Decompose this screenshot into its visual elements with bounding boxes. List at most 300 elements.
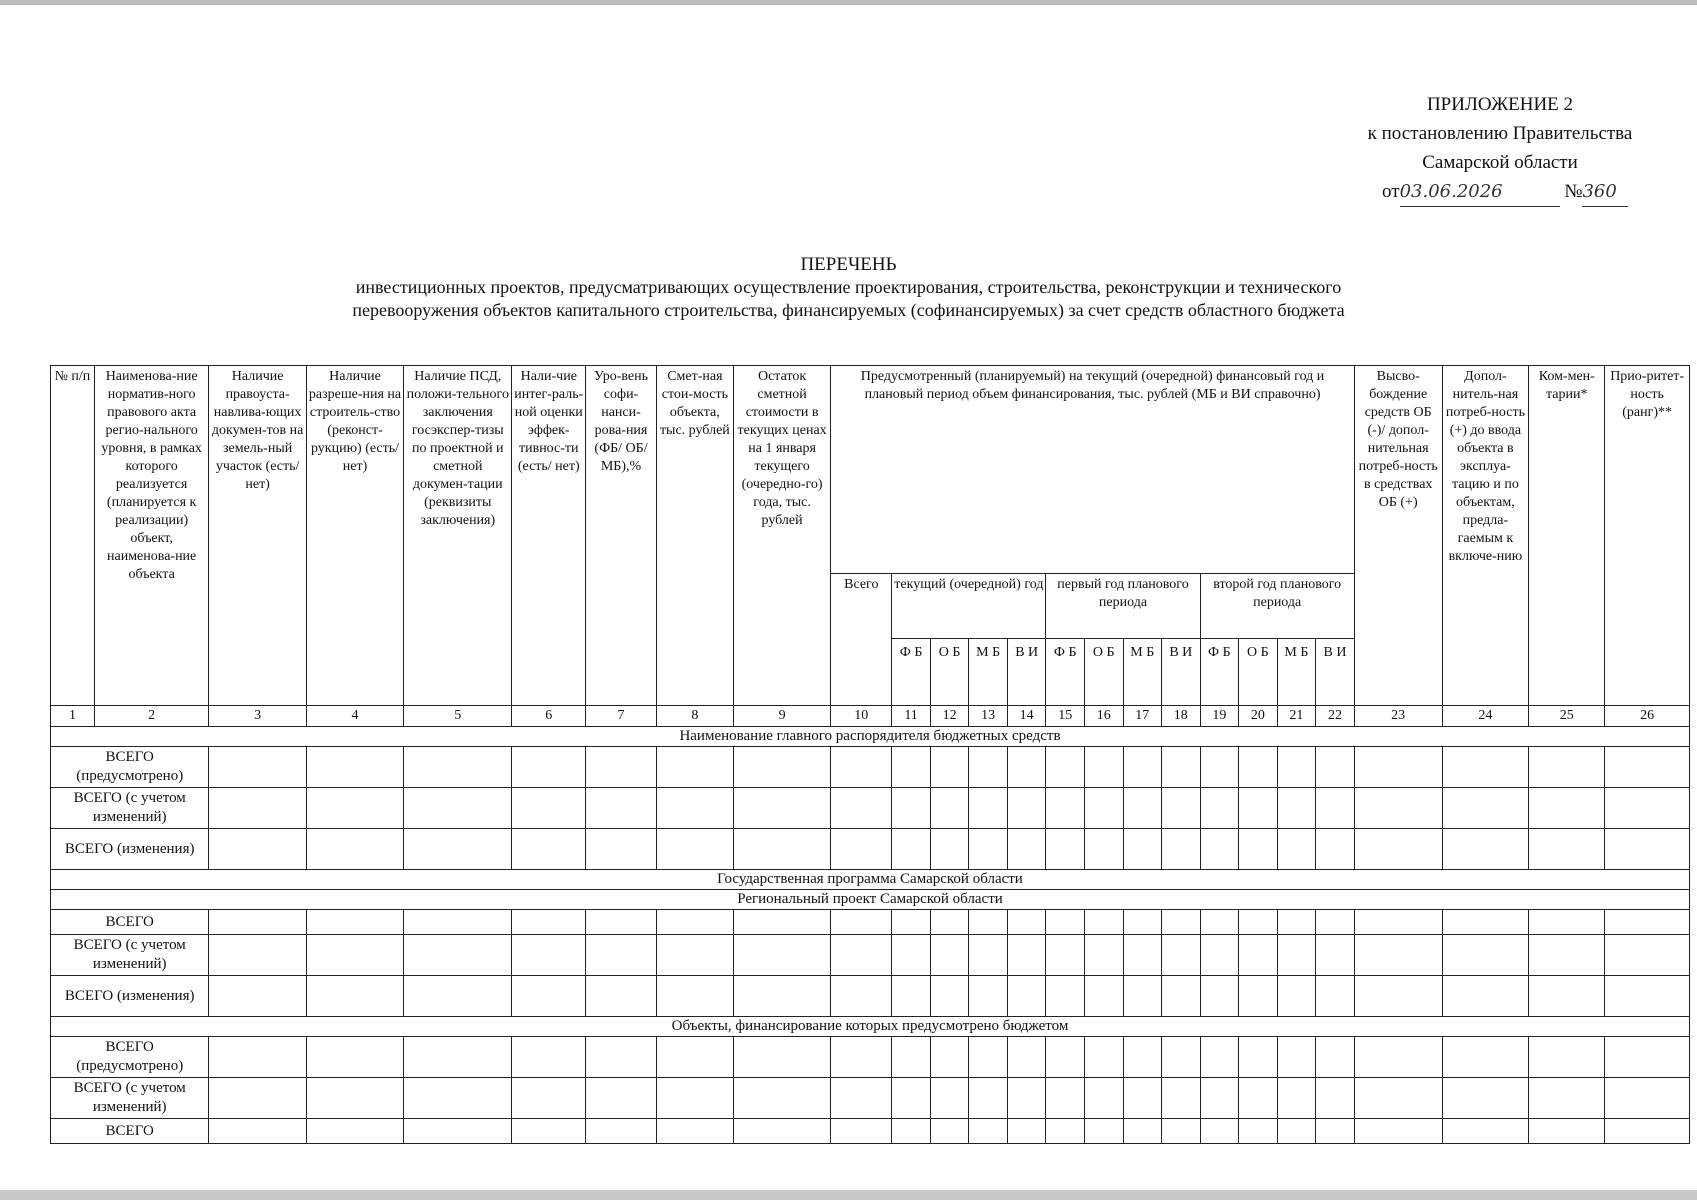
table-cell[interactable] bbox=[1529, 829, 1605, 870]
table-cell[interactable] bbox=[1239, 829, 1278, 870]
table-cell[interactable] bbox=[1316, 747, 1355, 788]
table-cell[interactable] bbox=[1162, 788, 1201, 829]
table-cell[interactable] bbox=[1316, 1119, 1355, 1144]
table-cell[interactable] bbox=[1442, 788, 1529, 829]
table-cell[interactable] bbox=[209, 1078, 306, 1119]
table-cell[interactable] bbox=[1316, 976, 1355, 1017]
date-prefix: от bbox=[1382, 181, 1400, 202]
table-cell[interactable] bbox=[512, 1037, 586, 1078]
table-cell[interactable] bbox=[512, 910, 586, 935]
table-cell[interactable] bbox=[512, 747, 586, 788]
table-cell[interactable] bbox=[1529, 976, 1605, 1017]
table-cell[interactable] bbox=[209, 1037, 306, 1078]
column-number: 8 bbox=[656, 706, 733, 727]
table-cell[interactable] bbox=[1200, 910, 1239, 935]
table-cell[interactable] bbox=[831, 976, 892, 1017]
table-cell[interactable] bbox=[1277, 1119, 1316, 1144]
table-cell[interactable] bbox=[306, 829, 403, 870]
table-cell[interactable] bbox=[1046, 976, 1085, 1017]
table-cell[interactable] bbox=[1084, 935, 1123, 976]
table-cell[interactable] bbox=[1162, 935, 1201, 976]
table-cell[interactable] bbox=[1529, 935, 1605, 976]
table-cell[interactable] bbox=[831, 935, 892, 976]
column-number: 12 bbox=[930, 706, 969, 727]
table-cell[interactable] bbox=[209, 829, 306, 870]
table-cell[interactable] bbox=[1354, 1119, 1442, 1144]
header-num: № п/п bbox=[51, 366, 95, 706]
table-cell[interactable] bbox=[733, 910, 830, 935]
table-cell[interactable] bbox=[306, 976, 403, 1017]
table-cell[interactable] bbox=[1354, 976, 1442, 1017]
table-cell[interactable] bbox=[1046, 1078, 1085, 1119]
table-cell[interactable] bbox=[1007, 829, 1046, 870]
table-cell[interactable] bbox=[1354, 1037, 1442, 1078]
table-cell[interactable] bbox=[1442, 935, 1529, 976]
band-main-manager: Наименование главного распорядителя бюджетных средств bbox=[51, 727, 1690, 747]
header-permit: Наличие разреше-ния на строитель-ство (реконст-рукцию) (есть/нет) bbox=[306, 366, 403, 706]
table-cell[interactable] bbox=[969, 910, 1008, 935]
table-cell[interactable] bbox=[733, 829, 830, 870]
table-cell[interactable] bbox=[930, 976, 969, 1017]
header-current-year: текущий (очередной) год bbox=[892, 574, 1046, 639]
table-cell[interactable] bbox=[831, 1037, 892, 1078]
header-legal-act: Наименова-ние норматив-ного правового акта регио-нального уровня, в рамках которого реализуется (планируется к реализации) объект, наименова-ние объекта bbox=[94, 366, 209, 706]
number-prefix: № bbox=[1564, 181, 1583, 202]
table-cell[interactable] bbox=[733, 1119, 830, 1144]
table-cell[interactable] bbox=[1084, 1119, 1123, 1144]
table-cell[interactable] bbox=[1605, 829, 1690, 870]
table-cell[interactable] bbox=[930, 1078, 969, 1119]
table-cell[interactable] bbox=[892, 747, 931, 788]
table-cell[interactable] bbox=[1442, 1078, 1529, 1119]
table-cell[interactable] bbox=[1277, 747, 1316, 788]
table-cell[interactable] bbox=[892, 1078, 931, 1119]
row-label: ВСЕГО (с учетом изменений) bbox=[51, 1078, 209, 1119]
header-comments: Ком-мен-тарии* bbox=[1529, 366, 1605, 706]
table-cell[interactable] bbox=[733, 1037, 830, 1078]
table-cell[interactable] bbox=[306, 935, 403, 976]
table-cell[interactable] bbox=[1046, 935, 1085, 976]
document-title bbox=[0, 253, 1697, 322]
table-cell[interactable] bbox=[1442, 829, 1529, 870]
table-cell[interactable] bbox=[656, 829, 733, 870]
table-cell[interactable] bbox=[209, 747, 306, 788]
table-cell[interactable] bbox=[404, 1037, 512, 1078]
table-cell[interactable] bbox=[656, 976, 733, 1017]
table-cell[interactable] bbox=[969, 1119, 1008, 1144]
row-label: ВСЕГО (предусмотрено) bbox=[51, 747, 209, 788]
table-cell[interactable] bbox=[512, 976, 586, 1017]
table-cell[interactable] bbox=[1162, 1078, 1201, 1119]
header-vi-1: В И bbox=[1007, 639, 1046, 706]
table-cell[interactable] bbox=[969, 1078, 1008, 1119]
table-cell[interactable] bbox=[656, 1078, 733, 1119]
table-cell[interactable] bbox=[1200, 935, 1239, 976]
table-cell[interactable] bbox=[1123, 1078, 1162, 1119]
table-cell[interactable] bbox=[1046, 747, 1085, 788]
table-cell[interactable] bbox=[1084, 829, 1123, 870]
table-cell[interactable] bbox=[1123, 788, 1162, 829]
table-cell[interactable] bbox=[656, 1119, 733, 1144]
header-first-plan-year: первый год планового периода bbox=[1046, 574, 1200, 639]
table-cell[interactable] bbox=[1162, 829, 1201, 870]
table-cell[interactable] bbox=[586, 1119, 657, 1144]
table-cell[interactable] bbox=[656, 1037, 733, 1078]
header-financing-volume: Предусмотренный (планируемый) на текущий (очередной) финансовый год и плановый период объем финансирования, тыс. рублей (МБ и ВИ справочно) bbox=[831, 366, 1355, 574]
table-cell[interactable] bbox=[586, 976, 657, 1017]
table-cell[interactable] bbox=[1277, 910, 1316, 935]
investment-projects-table bbox=[50, 365, 1690, 1144]
table-cell[interactable] bbox=[892, 788, 931, 829]
table-cell[interactable] bbox=[404, 788, 512, 829]
table-cell[interactable] bbox=[1354, 747, 1442, 788]
table-cell[interactable] bbox=[1605, 747, 1690, 788]
table-cell[interactable] bbox=[1123, 910, 1162, 935]
column-number: 6 bbox=[512, 706, 586, 727]
table-cell[interactable] bbox=[1529, 910, 1605, 935]
table-cell[interactable] bbox=[656, 788, 733, 829]
table-cell[interactable] bbox=[831, 910, 892, 935]
table-cell[interactable] bbox=[1316, 910, 1355, 935]
column-number: 22 bbox=[1316, 706, 1355, 727]
header-mb-2: М Б bbox=[1123, 639, 1162, 706]
column-number: 2 bbox=[94, 706, 209, 727]
table-cell[interactable] bbox=[1529, 1119, 1605, 1144]
table-cell[interactable] bbox=[404, 935, 512, 976]
table-cell[interactable] bbox=[209, 910, 306, 935]
table-row bbox=[51, 910, 1690, 935]
table-cell[interactable] bbox=[1442, 1037, 1529, 1078]
table-cell[interactable] bbox=[656, 747, 733, 788]
table-cell[interactable] bbox=[969, 935, 1008, 976]
table-cell[interactable] bbox=[892, 910, 931, 935]
table-cell[interactable] bbox=[1239, 910, 1278, 935]
annex-date-line bbox=[1330, 177, 1670, 207]
table-cell[interactable] bbox=[1277, 1078, 1316, 1119]
table-cell[interactable] bbox=[831, 788, 892, 829]
table-cell[interactable] bbox=[831, 1078, 892, 1119]
table-cell[interactable] bbox=[1162, 1037, 1201, 1078]
column-number: 18 bbox=[1162, 706, 1201, 727]
table-cell[interactable] bbox=[733, 747, 830, 788]
table-cell[interactable] bbox=[512, 1078, 586, 1119]
column-number: 13 bbox=[969, 706, 1008, 727]
table-cell[interactable] bbox=[930, 935, 969, 976]
table-cell[interactable] bbox=[1084, 1037, 1123, 1078]
band-financed-objects: Объекты, финансирование которых предусмотрено бюджетом bbox=[51, 1017, 1690, 1037]
table-cell[interactable] bbox=[1200, 829, 1239, 870]
header-second-plan-year: второй год планового периода bbox=[1200, 574, 1354, 639]
table-cell[interactable] bbox=[1239, 976, 1278, 1017]
table-cell[interactable] bbox=[1046, 910, 1085, 935]
table-cell[interactable] bbox=[1239, 1037, 1278, 1078]
column-number: 24 bbox=[1442, 706, 1529, 727]
row-label: ВСЕГО (изменения) bbox=[51, 976, 209, 1017]
table-cell[interactable] bbox=[1084, 910, 1123, 935]
annex-subtitle: к постановлению Правительства bbox=[1367, 123, 1633, 144]
table-cell[interactable] bbox=[1605, 935, 1690, 976]
table-row bbox=[51, 1078, 1690, 1119]
table-cell[interactable] bbox=[930, 910, 969, 935]
table-cell[interactable] bbox=[969, 747, 1008, 788]
column-number: 1 bbox=[51, 706, 95, 727]
table-cell[interactable] bbox=[1354, 829, 1442, 870]
header-land-docs: Наличие правоуста-навлива-ющих докумен-тов на земель-ный участок (есть/нет) bbox=[209, 366, 306, 706]
header-ob-2: О Б bbox=[1084, 639, 1123, 706]
table-cell[interactable] bbox=[209, 1119, 306, 1144]
table-cell[interactable] bbox=[1239, 935, 1278, 976]
table-cell[interactable] bbox=[404, 1078, 512, 1119]
header-psd: Наличие ПСД, положи-тельного заключения госэкспер-тизы по проектной и сметной докумен-тации (реквизиты заключения) bbox=[404, 366, 512, 706]
table-cell[interactable] bbox=[1316, 829, 1355, 870]
table-cell[interactable] bbox=[404, 747, 512, 788]
table-cell[interactable] bbox=[1084, 976, 1123, 1017]
table-cell[interactable] bbox=[1123, 976, 1162, 1017]
column-number: 25 bbox=[1529, 706, 1605, 727]
annex-region: Самарской области bbox=[1422, 152, 1578, 173]
table-row bbox=[51, 935, 1690, 976]
table-cell[interactable] bbox=[586, 935, 657, 976]
table-cell[interactable] bbox=[1529, 1037, 1605, 1078]
header-integral-assessment: Нали-чие интег-раль-ной оценки эффек-тивнос-ти (есть/ нет) bbox=[512, 366, 586, 706]
table-cell[interactable] bbox=[1442, 1119, 1529, 1144]
table-cell[interactable] bbox=[733, 976, 830, 1017]
table-cell[interactable] bbox=[306, 1119, 403, 1144]
column-number: 9 bbox=[733, 706, 830, 727]
column-number: 14 bbox=[1007, 706, 1046, 727]
table-cell[interactable] bbox=[1123, 1037, 1162, 1078]
table-cell[interactable] bbox=[1605, 1119, 1690, 1144]
column-number: 20 bbox=[1239, 706, 1278, 727]
table-cell[interactable] bbox=[1200, 1119, 1239, 1144]
table-cell[interactable] bbox=[1123, 1119, 1162, 1144]
handwritten-date: 03.06.2026 bbox=[1400, 177, 1560, 207]
table-cell[interactable] bbox=[1162, 910, 1201, 935]
table-cell[interactable] bbox=[969, 788, 1008, 829]
table-cell[interactable] bbox=[404, 1119, 512, 1144]
column-number: 3 bbox=[209, 706, 306, 727]
table-cell[interactable] bbox=[586, 1078, 657, 1119]
table-cell[interactable] bbox=[733, 935, 830, 976]
table-cell[interactable] bbox=[733, 1078, 830, 1119]
table-cell[interactable] bbox=[1277, 829, 1316, 870]
table-cell[interactable] bbox=[1162, 976, 1201, 1017]
row-label: ВСЕГО (с учетом изменений) bbox=[51, 935, 209, 976]
header-ob-1: О Б bbox=[930, 639, 969, 706]
table-cell[interactable] bbox=[306, 747, 403, 788]
band-regional-project: Региональный проект Самарской области bbox=[51, 890, 1690, 910]
annex-title: ПРИЛОЖЕНИЕ 2 bbox=[1426, 94, 1574, 115]
column-number: 26 bbox=[1605, 706, 1690, 727]
table-row bbox=[51, 788, 1690, 829]
table-cell[interactable] bbox=[306, 1037, 403, 1078]
title-heading: ПЕРЕЧЕНЬ bbox=[800, 254, 897, 275]
row-label: ВСЕГО (с учетом изменений) bbox=[51, 788, 209, 829]
table-row bbox=[51, 747, 1690, 788]
table-cell[interactable] bbox=[1046, 829, 1085, 870]
table-cell[interactable] bbox=[969, 829, 1008, 870]
table-cell[interactable] bbox=[1123, 935, 1162, 976]
table-row bbox=[51, 829, 1690, 870]
header-fb-3: Ф Б bbox=[1200, 639, 1239, 706]
table-cell[interactable] bbox=[1529, 788, 1605, 829]
table-cell[interactable] bbox=[1239, 1119, 1278, 1144]
table-cell[interactable] bbox=[586, 829, 657, 870]
band-state-program-row bbox=[51, 870, 1690, 890]
table-cell[interactable] bbox=[1354, 935, 1442, 976]
row-label: ВСЕГО bbox=[51, 1119, 209, 1144]
table-cell[interactable] bbox=[1605, 1078, 1690, 1119]
row-label: ВСЕГО (предусмотрено) bbox=[51, 1037, 209, 1078]
table-cell[interactable] bbox=[1442, 910, 1529, 935]
table-cell[interactable] bbox=[586, 747, 657, 788]
table-cell[interactable] bbox=[1162, 1119, 1201, 1144]
header-ob-3: О Б bbox=[1239, 639, 1278, 706]
table-cell[interactable] bbox=[1046, 1119, 1085, 1144]
column-number: 11 bbox=[892, 706, 931, 727]
column-number: 17 bbox=[1123, 706, 1162, 727]
table-cell[interactable] bbox=[1316, 1037, 1355, 1078]
table-cell[interactable] bbox=[1007, 788, 1046, 829]
table-cell[interactable] bbox=[209, 976, 306, 1017]
row-label: ВСЕГО bbox=[51, 910, 209, 935]
table-cell[interactable] bbox=[892, 935, 931, 976]
table-cell[interactable] bbox=[1123, 747, 1162, 788]
column-number: 5 bbox=[404, 706, 512, 727]
table-cell[interactable] bbox=[892, 829, 931, 870]
table-cell[interactable] bbox=[1200, 1078, 1239, 1119]
table-cell[interactable] bbox=[1200, 788, 1239, 829]
table-cell[interactable] bbox=[404, 976, 512, 1017]
table-cell[interactable] bbox=[1277, 935, 1316, 976]
table-cell[interactable] bbox=[1529, 747, 1605, 788]
table-cell[interactable] bbox=[1084, 1078, 1123, 1119]
table-cell[interactable] bbox=[1605, 910, 1690, 935]
table-cell[interactable] bbox=[1007, 935, 1046, 976]
table-cell[interactable] bbox=[1354, 788, 1442, 829]
table-cell[interactable] bbox=[1277, 1037, 1316, 1078]
table-cell[interactable] bbox=[930, 747, 969, 788]
table-cell[interactable] bbox=[512, 788, 586, 829]
table-cell[interactable] bbox=[969, 976, 1008, 1017]
table-cell[interactable] bbox=[892, 976, 931, 1017]
table-cell[interactable] bbox=[831, 747, 892, 788]
table-cell[interactable] bbox=[1200, 1037, 1239, 1078]
table-cell[interactable] bbox=[1007, 1119, 1046, 1144]
table-cell[interactable] bbox=[1316, 788, 1355, 829]
table-cell[interactable] bbox=[1162, 747, 1201, 788]
table-cell[interactable] bbox=[404, 829, 512, 870]
column-number: 21 bbox=[1277, 706, 1316, 727]
table-cell[interactable] bbox=[1442, 747, 1529, 788]
table-cell[interactable] bbox=[306, 1078, 403, 1119]
column-number: 10 bbox=[831, 706, 892, 727]
table-cell[interactable] bbox=[1007, 910, 1046, 935]
header-remaining-cost: Остаток сметной стоимости в текущих ценах на 1 января текущего (очередно-го) года, тыс. рублей bbox=[733, 366, 830, 706]
header-fb-1: Ф Б bbox=[892, 639, 931, 706]
table-cell[interactable] bbox=[930, 1037, 969, 1078]
table-cell[interactable] bbox=[512, 935, 586, 976]
table-cell[interactable] bbox=[1046, 1037, 1085, 1078]
table-cell[interactable] bbox=[1316, 935, 1355, 976]
column-number: 23 bbox=[1354, 706, 1442, 727]
table-cell[interactable] bbox=[209, 788, 306, 829]
header-additional-need: Допол-нитель-ная потреб-ность (+) до ввода объекта в эксплуа-тацию и по объектам, предла-гаемым к включе-нию bbox=[1442, 366, 1529, 706]
table-cell[interactable] bbox=[1007, 747, 1046, 788]
table-cell[interactable] bbox=[733, 788, 830, 829]
column-number: 19 bbox=[1200, 706, 1239, 727]
table-cell[interactable] bbox=[1277, 788, 1316, 829]
header-fb-2: Ф Б bbox=[1046, 639, 1085, 706]
table-cell[interactable] bbox=[1354, 910, 1442, 935]
table-cell[interactable] bbox=[656, 935, 733, 976]
table-cell[interactable] bbox=[892, 1037, 931, 1078]
column-numbers-row bbox=[51, 706, 1690, 727]
table-cell[interactable] bbox=[404, 910, 512, 935]
table-cell[interactable] bbox=[1084, 788, 1123, 829]
scan-edge-top bbox=[0, 0, 1697, 5]
table-cell[interactable] bbox=[892, 1119, 931, 1144]
band-regional-project-row bbox=[51, 890, 1690, 910]
table-cell[interactable] bbox=[1007, 1078, 1046, 1119]
table-cell[interactable] bbox=[586, 788, 657, 829]
table-cell[interactable] bbox=[656, 910, 733, 935]
table-cell[interactable] bbox=[306, 910, 403, 935]
header-estimated-cost: Смет-ная стои-мость объекта, тыс. рублей bbox=[656, 366, 733, 706]
table-cell[interactable] bbox=[1200, 976, 1239, 1017]
table-cell[interactable] bbox=[1442, 976, 1529, 1017]
table-cell[interactable] bbox=[1007, 976, 1046, 1017]
table-cell[interactable] bbox=[831, 1119, 892, 1144]
table-cell[interactable] bbox=[209, 935, 306, 976]
table-cell[interactable] bbox=[930, 1119, 969, 1144]
table-cell[interactable] bbox=[1239, 788, 1278, 829]
table-cell[interactable] bbox=[1605, 1037, 1690, 1078]
table-cell[interactable] bbox=[930, 829, 969, 870]
table-cell[interactable] bbox=[1084, 747, 1123, 788]
table-cell[interactable] bbox=[512, 1119, 586, 1144]
table-cell[interactable] bbox=[1277, 976, 1316, 1017]
table-row bbox=[51, 1119, 1690, 1144]
header-priority: Прио-ритет-ность (ранг)** bbox=[1605, 366, 1690, 706]
table-cell[interactable] bbox=[1007, 1037, 1046, 1078]
table-cell[interactable] bbox=[1123, 829, 1162, 870]
table-row bbox=[51, 976, 1690, 1017]
table-cell[interactable] bbox=[512, 829, 586, 870]
table-cell[interactable] bbox=[1046, 788, 1085, 829]
table-cell[interactable] bbox=[1200, 747, 1239, 788]
table-cell[interactable] bbox=[1529, 1078, 1605, 1119]
table-cell[interactable] bbox=[1605, 788, 1690, 829]
title-line-2: перевооружения объектов капитального строительства, финансируемых (софинансируемых) за счет средств областного бюджета bbox=[352, 300, 1345, 320]
header-vi-3: В И bbox=[1316, 639, 1355, 706]
table-cell[interactable] bbox=[969, 1037, 1008, 1078]
handwritten-number: 360 bbox=[1582, 177, 1628, 207]
table-cell[interactable] bbox=[306, 788, 403, 829]
table-cell[interactable] bbox=[1316, 1078, 1355, 1119]
header-vi-2: В И bbox=[1162, 639, 1201, 706]
table-cell[interactable] bbox=[930, 788, 969, 829]
column-number: 7 bbox=[586, 706, 657, 727]
table-cell[interactable] bbox=[1605, 976, 1690, 1017]
table-cell[interactable] bbox=[1239, 747, 1278, 788]
table-cell[interactable] bbox=[1354, 1078, 1442, 1119]
table-cell[interactable] bbox=[586, 1037, 657, 1078]
table-cell[interactable] bbox=[586, 910, 657, 935]
column-number: 4 bbox=[306, 706, 403, 727]
table-cell[interactable] bbox=[1239, 1078, 1278, 1119]
table-cell[interactable] bbox=[831, 829, 892, 870]
